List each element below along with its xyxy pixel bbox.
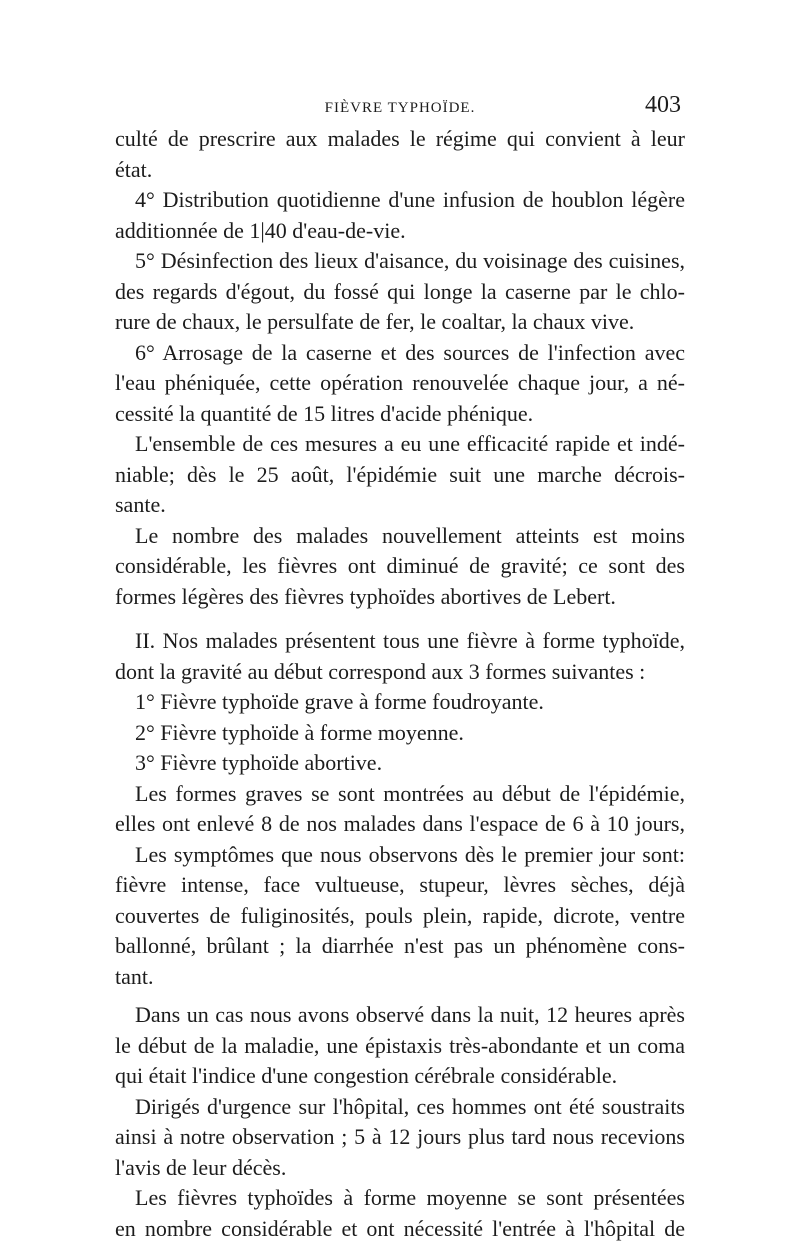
text-line: elles ont enlevé 8 de nos malades dans l'espace de 6 à 10 jours,	[115, 809, 685, 840]
text-line: 3° Fièvre typhoïde abortive.	[115, 748, 685, 779]
text-line: le début de la maladie, une épistaxis très-abondante et un coma	[115, 1031, 685, 1062]
text-line: 2° Fièvre typhoïde à forme moyenne.	[115, 718, 685, 749]
text-line: dont la gravité au début correspond aux 3 formes suivantes :	[115, 657, 685, 688]
paragraph-hospital	[115, 1092, 685, 1184]
text-line: l'eau phéniquée, cette opération renouvelée chaque jour, a né-	[115, 368, 685, 399]
text-line: qui était l'indice d'une congestion cérébrale considérable.	[115, 1061, 685, 1092]
text-line: en nombre considérable et ont nécessité l'entrée à l'hôpital de	[115, 1214, 685, 1244]
text-line: culté de prescrire aux malades le régime qui convient à leur	[115, 124, 685, 155]
paragraph-case	[115, 1000, 685, 1092]
text-line: sante.	[115, 490, 685, 521]
paragraph-moderate-forms	[115, 1183, 685, 1244]
list-item-2	[115, 718, 685, 749]
text-line: niable; dès le 25 août, l'épidémie suit une marche décrois-	[115, 460, 685, 491]
text-line: additionnée de 1|40 d'eau-de-vie.	[115, 216, 685, 247]
text-line: Le nombre des malades nouvellement atteints est moins	[115, 521, 685, 552]
text-line: tant.	[115, 962, 685, 993]
text-line: cessité la quantité de 15 litres d'acide phénique.	[115, 399, 685, 430]
text-line: 6° Arrosage de la caserne et des sources de l'infection avec	[115, 338, 685, 369]
text-line: fièvre intense, face vultueuse, stupeur, lèvres sèches, déjà	[115, 870, 685, 901]
text-line: Les formes graves se sont montrées au début de l'épidémie,	[115, 779, 685, 810]
text-line: II. Nos malades présentent tous une fièvre à forme typhoïde,	[115, 626, 685, 657]
text-line: couvertes de fuliginosités, pouls plein, rapide, dicrote, ventre	[115, 901, 685, 932]
paragraph-section-ii	[115, 626, 685, 687]
text-line: rure de chaux, le persulfate de fer, le coaltar, la chaux vive.	[115, 307, 685, 338]
text-line: Dans un cas nous avons observé dans la nuit, 12 heures après	[115, 1000, 685, 1031]
list-item-3	[115, 748, 685, 779]
text-line: 4° Distribution quotidienne d'une infusion de houblon légère	[115, 185, 685, 216]
text-line: ainsi à notre observation ; 5 à 12 jours plus tard nous recevions	[115, 1122, 685, 1153]
text-line: ballonné, brûlant ; la diarrhée n'est pas un phénomène cons-	[115, 931, 685, 962]
paragraph-item-4	[115, 185, 685, 246]
text-line: formes légères des fièvres typhoïdes abortives de Lebert.	[115, 582, 685, 613]
text-line: considérable, les fièvres ont diminué de gravité; ce sont des	[115, 551, 685, 582]
paragraph-continuation	[115, 124, 685, 185]
paragraph-item-6	[115, 338, 685, 430]
running-head	[115, 92, 685, 120]
paragraph-measures	[115, 429, 685, 521]
paragraph-grave-forms	[115, 779, 685, 840]
text-line: état.	[115, 155, 685, 186]
paragraph-symptoms	[115, 840, 685, 993]
text-line: des regards d'égout, du fossé qui longe la caserne par le chlo-	[115, 277, 685, 308]
text-line: Les fièvres typhoïdes à forme moyenne se sont présentées	[115, 1183, 685, 1214]
text-line: 5° Désinfection des lieux d'aisance, du voisinage des cuisines,	[115, 246, 685, 277]
text-line: l'avis de leur décès.	[115, 1153, 685, 1184]
page-number: 403	[645, 92, 681, 119]
paragraph-item-5	[115, 246, 685, 338]
text-line: Les symptômes que nous observons dès le premier jour sont:	[115, 840, 685, 871]
running-title: FIÈVRE TYPHOÏDE.	[115, 100, 685, 117]
list-item-1	[115, 687, 685, 718]
paragraph-patients	[115, 521, 685, 613]
text-line: 1° Fièvre typhoïde grave à forme foudroyante.	[115, 687, 685, 718]
body-text	[115, 124, 685, 1244]
text-line: Dirigés d'urgence sur l'hôpital, ces hommes ont été soustraits	[115, 1092, 685, 1123]
text-line: L'ensemble de ces mesures a eu une efficacité rapide et indé-	[115, 429, 685, 460]
